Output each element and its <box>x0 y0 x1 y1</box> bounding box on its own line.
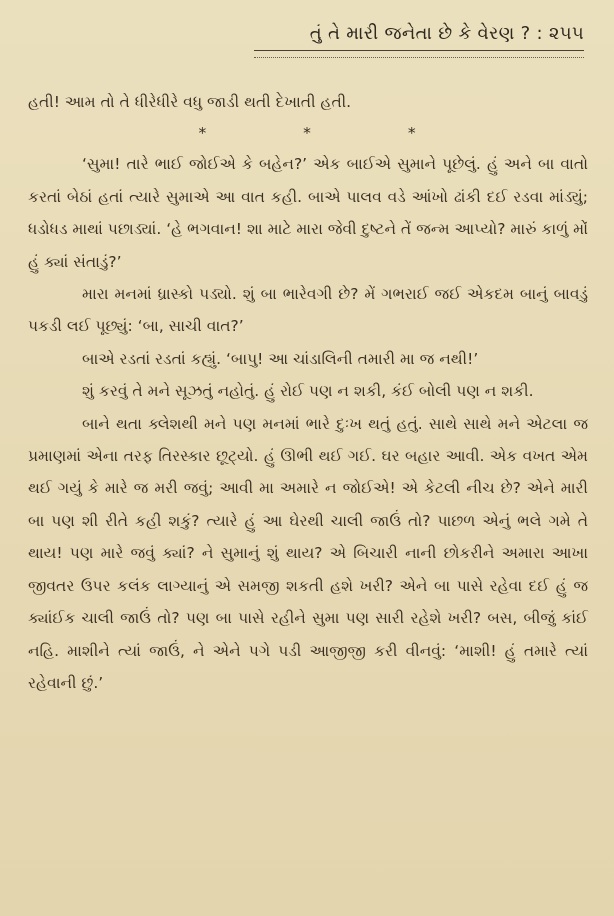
opening-line: હતી! આમ તો તે ધીરેધીરે વધુ જાડી થતી દેખાતી હતી. <box>28 93 352 111</box>
separator-star: * <box>198 124 209 143</box>
header-underline <box>254 50 584 58</box>
separator-star: * <box>407 124 418 143</box>
section-separator <box>28 118 588 148</box>
paragraph: ‘સુમા! તારે ભાઈ જોઈએ કે બહેન?’ એક બાઈએ સુમાને પૂછેલું. હું અને બા વાતો કરતાં બેઠાં હતાં ત્યારે સુમાએ આ વાત કહી. બાએ પાલવ વડે આંખો ઢાંકી દઈ રડવા માંડ્યું; ધડોધડ માથાં પછાડ્યાં. ‘હે ભગવાન! શા માટે મારા જેવી દુષ્ટને તેં જન્મ આપ્યો? મારું કાળું મોં હું ક્યાં સંતાડું?’ <box>28 155 588 271</box>
page-body <box>28 86 588 699</box>
running-header <box>254 22 584 58</box>
paragraph: બાને થતા ક્લેશથી મને પણ મનમાં ભારે દુઃખ થતું હતું. સાથે સાથે મને એટલા જ પ્રમાણમાં એના તરફ તિરસ્કાર છૂટ્યો. હું ઊભી થઈ ગઈ. ઘર બહાર આવી. એક વખત એમ થઈ ગયું કે મારે જ મરી જવું; આવી મા અમારે ન જોઈએ! એ કેટલી નીચ છે? એને મારી બા પણ શી રીતે કહી શકું? ત્યારે હું આ ઘેરથી ચાલી જાઉં તો? પાછળ એનું ભલે ગમે તે થાય! પણ મારે જવું ક્યાં? ને સુમાનું શું થાય? એ બિચારી નાની છોકરીને અમારા આખા જીવતર ઉપર કલંક લાગ્યાનું એ સમજી શકતી હશે ખરી? એને બા પાસે રહેવા દઈ હું જ ક્યાંઈક ચાલી જાઉં તો? પણ બા પાસે રહીને સુમા પણ સારી રહેશે ખરી? બસ, બીજું કાંઈ નહિ. માશીને ત્યાં જાઉં, ને એને પગે પડી આજીજી કરી વીનવું: ‘માશી! હું તમારે ત્યાં રહેવાની છું.’ <box>28 414 588 692</box>
chapter-title-with-page-number: તું તે મારી જનેતા છે કે વેરણ ? : ૨૫૫ <box>309 23 584 44</box>
paragraph: શું કરવું તે મને સૂઝતું નહોતું. હું રોઈ પણ ન શકી, કંઈ બોલી પણ ન શકી. <box>82 382 534 401</box>
paragraph: બાએ રડતાં રડતાં કહ્યું. ‘બાપુ! આ ચાંડાલિની તમારી મા જ નથી!’ <box>82 349 479 368</box>
separator-star: * <box>303 124 313 143</box>
paragraph: મારા મનમાં ધ્રાસ્કો પડ્યો. શું બા ભારેવગી છે? મેં ગભરાઈ જઈ એકદમ બાનું બાવડું પકડી લઈ પૂછ્યું: ‘બા, સાચી વાત?’ <box>28 285 588 336</box>
